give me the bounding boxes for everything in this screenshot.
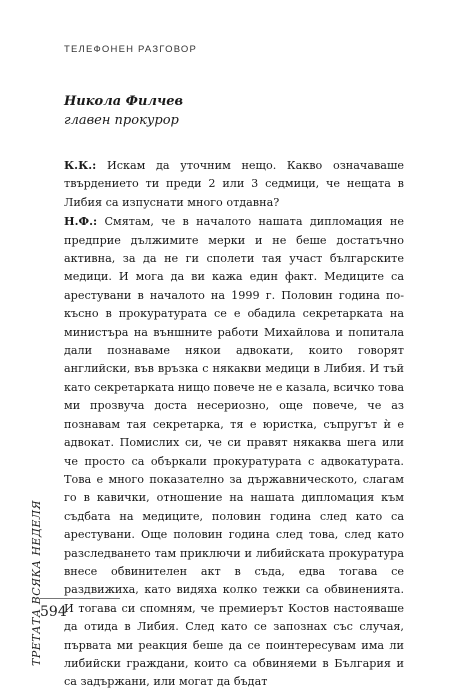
answer-text: Смятам, че в началото нашата дипломация не предприе дължимите мерки и не беше достатъчно активна, за да не ги сполети тая участ българските медици. И мога да ви кажа един факт. Медиците са арестувани в началото на 1999 г. Половин година по-късно в прокуратурата се е обадила секретарката на министъра на външните работи Михайлова и попитала дали познаваме някои адвокати, които говорят английски, във връзка с някакви медици в Либия. И тъй като секретарката нищо повече не е казала, всичко това ми прозвуча доста несериозно, още повече, че аз познавам тая секретарка, тя е юристка, съпругът ѝ е адвокат. Помислих си, че си правят някаква шега или че просто са объркали прокуратурата с адвокатурата. Това е много показателно за държавническото, слагам го в кавички, отношение на нашата дипломация към съдбата на медиците, половин година след като са арестувани. Още половин година след това, след като разследването там приключи и либийската прокуратура внесе обвинителен акт в съда, едва тогава се раздвижиха, като видяха колко тежки са обвиненията. И тогава си спомням, че премиерът Костов настояваше да отида в Либия. След като се запознах със случая, първата ми реакция беше да се поинтересувам има ли либийски граждани, които са обвиняеми в България и са задържани, или могат да бъдат [64, 215, 404, 689]
dialogue-paragraph-question [64, 156, 404, 212]
speaker-label-kk: К.К.: [64, 158, 97, 172]
question-text: Искам да уточним нещо. Какво означаваше твърдението ти преди 2 или 3 седмици, че нещата в Либия са изпуснати много отдавна? [64, 159, 404, 209]
speaker-role: главен прокурор [64, 113, 179, 128]
footer-divider [40, 598, 120, 599]
speaker-intro [64, 92, 404, 130]
dialogue-body [64, 156, 404, 692]
speaker-name: Никола Филчев [64, 94, 184, 109]
running-header: ТЕЛЕФОНЕН РАЗГОВОР [64, 44, 198, 55]
page-number: 594 [40, 604, 67, 620]
side-running-title: ТРЕТАТА ВСЯКА НЕДЕЛЯ [30, 500, 43, 666]
speaker-label-nf: Н.Ф.: [64, 214, 98, 229]
dialogue-paragraph-answer [64, 212, 404, 692]
